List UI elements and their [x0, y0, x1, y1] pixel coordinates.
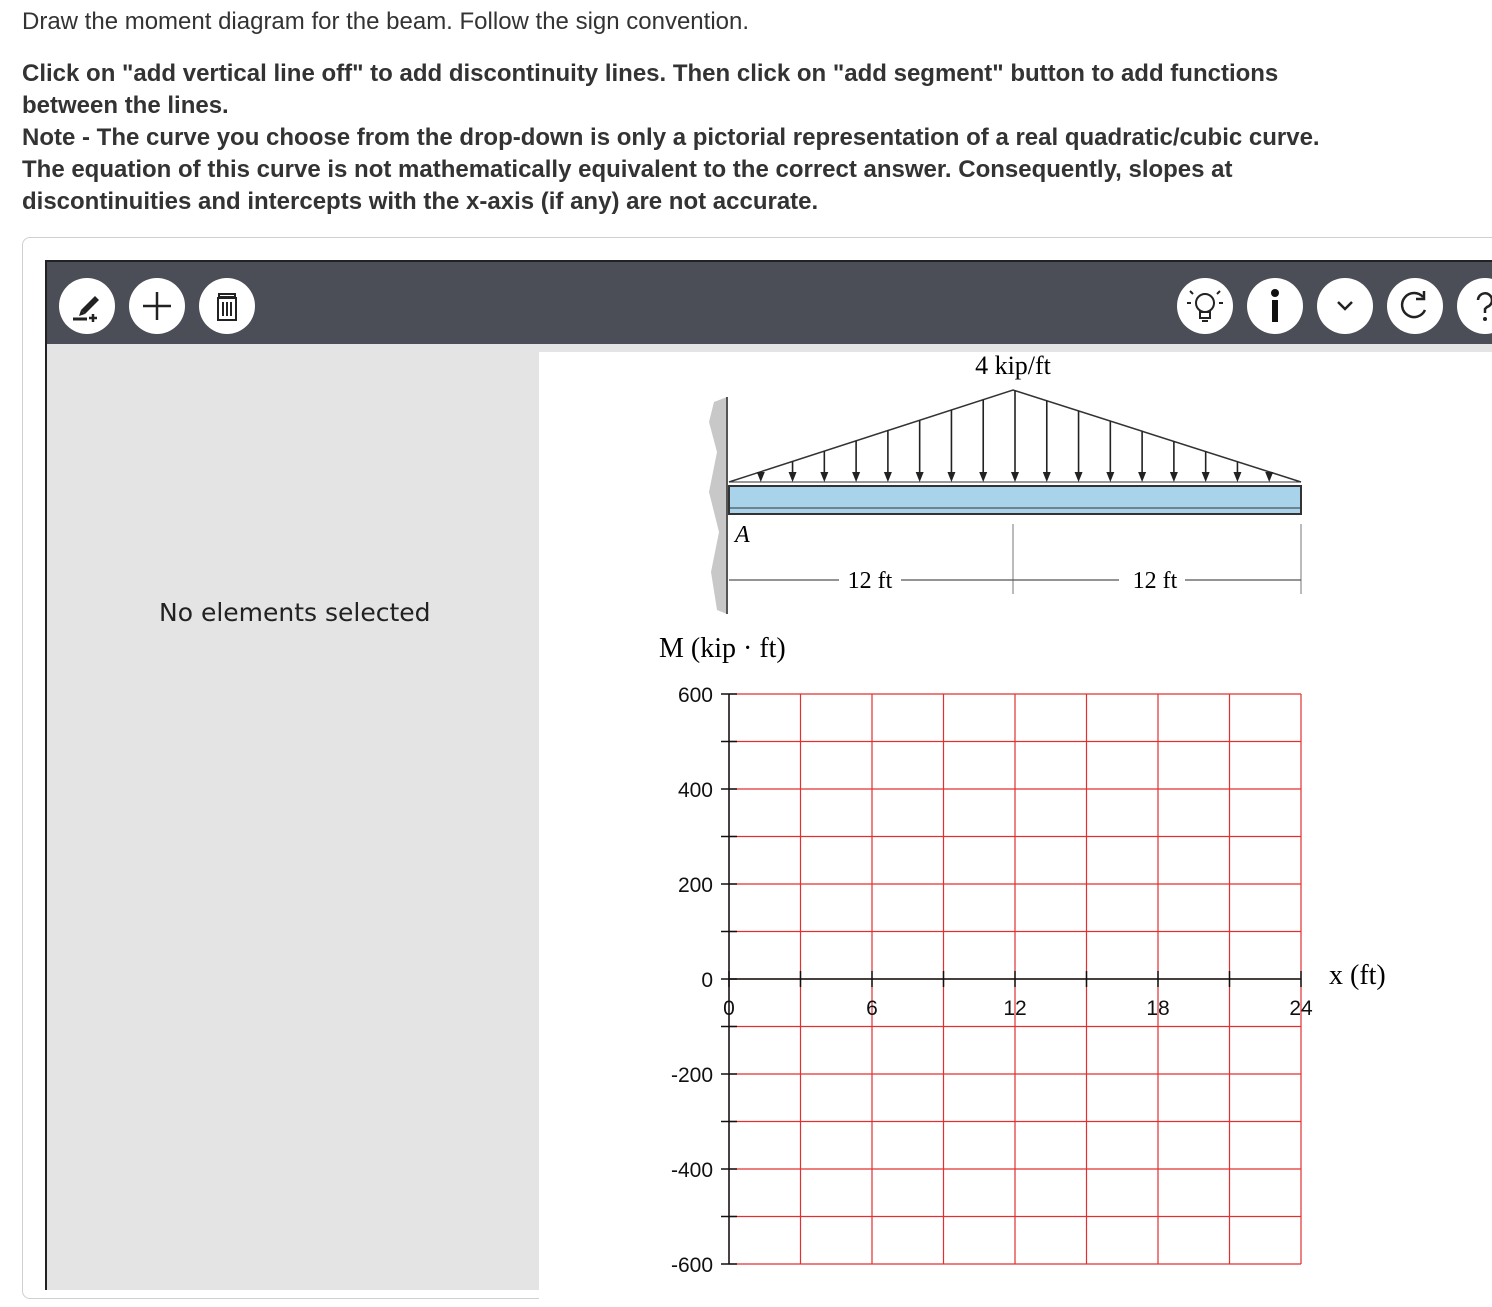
load-arrow-head: [1075, 472, 1083, 482]
x-tick-label: 12: [1003, 997, 1027, 1020]
pencil-plus-icon: [69, 288, 105, 324]
load-arrow-head: [884, 472, 892, 482]
load-arrow-head: [979, 472, 987, 482]
span-right-label: 12 ft: [1132, 568, 1178, 594]
x-tick-label: 18: [1146, 997, 1170, 1020]
help-button[interactable]: [1457, 278, 1492, 334]
beam-body: [729, 486, 1301, 514]
y-tick-label: 200: [677, 874, 713, 897]
y-tick-label: 600: [677, 684, 713, 707]
y-tick-label: -400: [670, 1159, 713, 1182]
instruction-1: Click on "add vertical line off" to add discontinuity lines. Then click on "add segment" button to add functions between the lines.: [22, 60, 1279, 119]
intro-text: Draw the moment diagram for the beam. Follow the sign convention.: [22, 8, 750, 35]
trash-icon: [209, 288, 245, 324]
add-segment-button[interactable]: [129, 278, 185, 334]
load-arrow-head: [1265, 472, 1273, 482]
lightbulb-icon: [1185, 286, 1225, 326]
y-tick-label: 400: [677, 779, 713, 802]
load-arrows: [757, 391, 1273, 482]
y-tick-label: -600: [670, 1254, 713, 1277]
plot-axes: [721, 694, 1301, 1264]
add-vertical-line-button[interactable]: [59, 278, 115, 334]
load-arrow-head: [916, 472, 924, 482]
load-arrow-head: [820, 472, 828, 482]
load-arrow-head: [1106, 472, 1114, 482]
load-arrow-head: [757, 472, 765, 482]
reset-button[interactable]: [1387, 278, 1443, 334]
y-axis-label: M (kip · ft): [659, 633, 786, 664]
load-arrow-head: [1170, 472, 1178, 482]
beam-figure: [709, 352, 1301, 614]
plot-tick-labels: [671, 684, 1313, 1277]
expand-button[interactable]: [1317, 278, 1373, 334]
support-label: A: [735, 522, 750, 548]
load-arrow-head: [1043, 472, 1051, 482]
x-tick-label: 6: [866, 997, 878, 1020]
load-arrow-head: [947, 472, 955, 482]
load-arrow-head: [1011, 472, 1019, 482]
y-tick-label: -200: [670, 1064, 713, 1087]
moment-diagram-svg[interactable]: [539, 352, 1492, 1302]
x-tick-label: 24: [1289, 997, 1313, 1020]
info-button[interactable]: [1247, 278, 1303, 334]
question-icon: [1465, 286, 1492, 326]
redo-icon: [1395, 286, 1435, 326]
load-arrow-head: [852, 472, 860, 482]
selection-status: No elements selected: [159, 598, 431, 627]
info-icon: [1257, 286, 1293, 326]
load-arrow-head: [1233, 472, 1241, 482]
load-label: 4 kip/ft: [975, 352, 1051, 380]
x-tick-label: 0: [723, 997, 735, 1020]
instruction-2: Note - The curve you choose from the drop-down is only a pictorial representation of a real quadratic/cubic curve. The equation of this curve is not mathematically equivalent to the correct answer. Consequently, slopes at discontinuities and intercepts with the x-axis (if any) are not accurate.: [22, 124, 1320, 215]
chevron-down-icon: [1330, 291, 1360, 321]
x-axis-label: x (ft): [1329, 960, 1386, 991]
load-arrow-head: [789, 472, 797, 482]
delete-button[interactable]: [199, 278, 255, 334]
hint-button[interactable]: [1177, 278, 1233, 334]
wall-support: [709, 397, 727, 614]
toolbar: [47, 260, 1492, 344]
instructions: [22, 58, 1342, 218]
span-left-label: 12 ft: [847, 568, 893, 594]
load-arrow-head: [1138, 472, 1146, 482]
load-arrow-head: [1202, 472, 1210, 482]
plus-icon: [139, 288, 175, 324]
diagram-tool: [45, 260, 1492, 1290]
drawing-canvas[interactable]: [539, 352, 1492, 1302]
y-tick-label: 0: [701, 969, 713, 992]
